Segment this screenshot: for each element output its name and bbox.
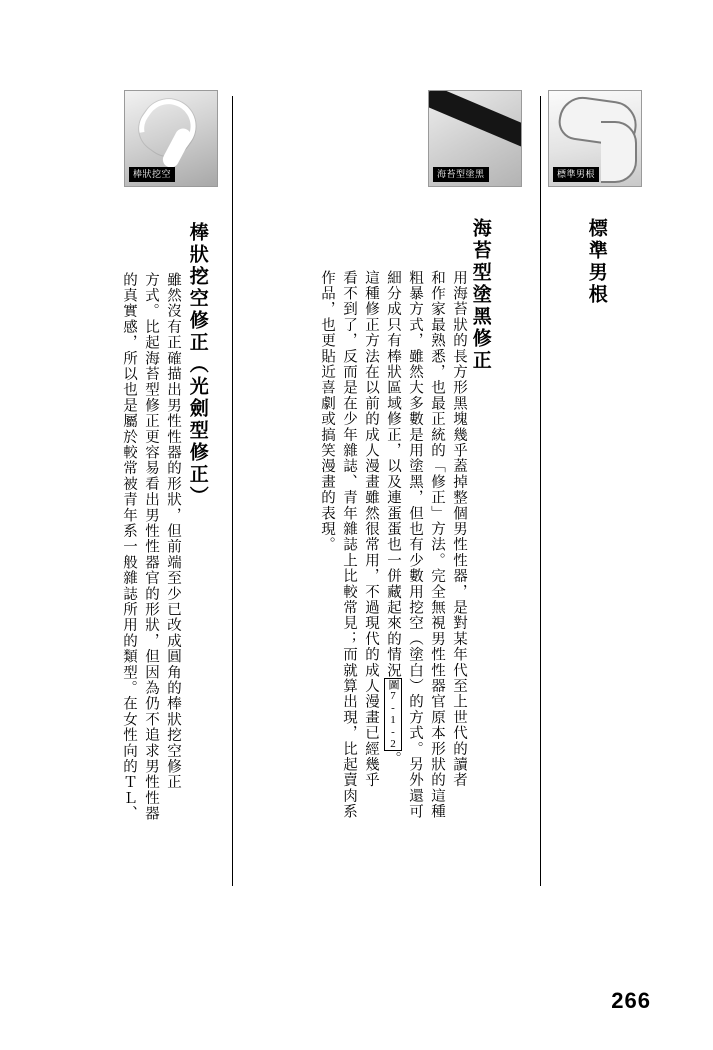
black-bar-icon bbox=[428, 90, 522, 151]
paragraph-line: 用海苔狀的長方形黑塊幾乎蓋掉整個男性性器，是對某年代至上世代的讀者 bbox=[450, 270, 467, 789]
paragraph-text-tail: 。 bbox=[384, 751, 401, 767]
paragraph-line: 作品，也更貼近喜劇或搞笑漫畫的表現。 bbox=[318, 270, 335, 553]
heading-seaweed-black: 海苔型塗黑修正 bbox=[469, 218, 491, 372]
figure-caption-seaweed-black: 海苔型塗黑 bbox=[433, 167, 489, 182]
paragraph-line: 這種修正方法在以前的成人漫畫雖然很常用，不過現代的成人漫畫已經幾乎 bbox=[362, 270, 379, 789]
figure-reference-marker: 圖7-1-2 bbox=[384, 678, 402, 751]
figure-caption-rod-hollow: 棒狀挖空 bbox=[129, 167, 175, 182]
paragraph-line: 看不到了，反而是在少年雜誌、青年雜誌上比較常見；而就算出現，比起賣肉系 bbox=[340, 270, 357, 820]
figure-standard bbox=[548, 90, 642, 187]
paragraph-line: 和作家最熟悉，也最正統的「修正」方法。完全無視男性性器官原本形狀的這種 bbox=[428, 270, 445, 820]
paragraph-line bbox=[380, 270, 405, 890]
figure-seaweed-black bbox=[428, 90, 522, 187]
page-number: 266 bbox=[611, 988, 651, 1013]
column-divider-right bbox=[540, 96, 541, 886]
figure-caption-standard: 標準男根 bbox=[553, 167, 599, 182]
paragraph-line: 方式。比起海苔型修正更容易看出男性性器官的形狀，但因為仍不追求男性性器 bbox=[142, 272, 159, 822]
figure-row bbox=[0, 90, 713, 190]
standard-outline-secondary-icon bbox=[601, 121, 637, 183]
paragraph-line: 的真實感，所以也是屬於較常被青年系一般雜誌所用的類型。在女性向的ＴＬ、 bbox=[120, 272, 137, 822]
column-divider-left bbox=[232, 96, 233, 886]
figure-rod-hollow bbox=[124, 90, 218, 187]
heading-standard: 標準男根 bbox=[585, 218, 607, 306]
paragraph-line: 粗暴方式，雖然大多數是用塗黑，但也有少數用挖空（塗白）的方式。另外還可 bbox=[406, 270, 423, 820]
heading-rod-hollow: 棒狀挖空修正（光劍型修正） bbox=[186, 222, 208, 508]
paragraph-text: 細分成只有棒狀區域修正，以及連蛋蛋也一併藏起來的情況 bbox=[384, 270, 401, 679]
paragraph-line: 雖然沒有正確描出男性性器的形狀，但前端至少已改成圓角的棒狀挖空修正 bbox=[164, 272, 181, 791]
